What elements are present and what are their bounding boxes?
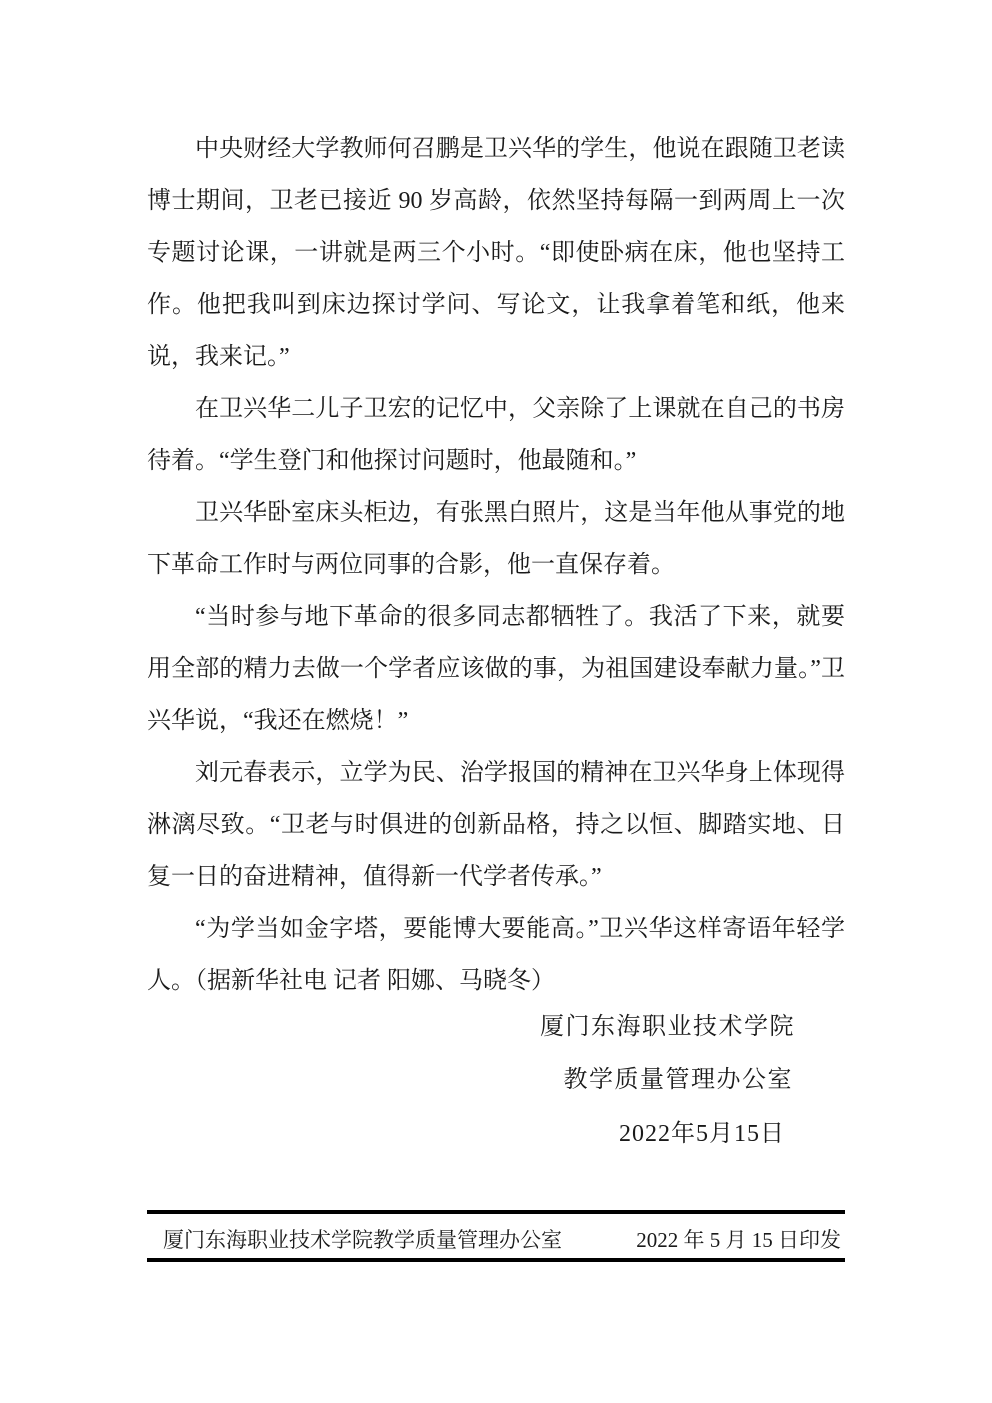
footer-print-date: 2022 年 5 月 15 日印发	[636, 1228, 841, 1252]
paragraph-6: “为学当如金字塔，要能博大要能高。”卫兴华这样寄语年轻学人。（据新华社电 记者 阳娜、马晓冬）	[147, 916, 845, 994]
paragraph-4: “当时参与地下革命的很多同志都牺牲了。我活了下来，就要用全部的精力去做一个学者应该做的事，为祖国建设奉献力量。”卫兴华说，“我还在燃烧！”	[147, 604, 845, 734]
signature-date: 2022年5月15日	[619, 1121, 785, 1147]
signature-organization: 厦门东海职业技术学院	[540, 1014, 795, 1040]
signature-office: 教学质量管理办公室	[563, 1067, 793, 1093]
footer-bottom-rule	[147, 1258, 845, 1262]
footer-top-rule	[147, 1210, 845, 1214]
paragraph-1: 中央财经大学教师何召鹏是卫兴华的学生，他说在跟随卫老读博士期间，卫老已接近 90 岁高龄，依然坚持每隔一到两周上一次专题讨论课，一讲就是两三个小时。“即使卧病在床，他也坚持工作。他把我叫到床边探讨学问、写论文，让我拿着笔和纸，他来说，我来记。”	[147, 136, 845, 370]
footer-issuer: 厦门东海职业技术学院教学质量管理办公室	[163, 1228, 562, 1252]
document-body	[147, 123, 845, 1007]
paragraph-2: 在卫兴华二儿子卫宏的记忆中，父亲除了上课就在自己的书房待着。“学生登门和他探讨问题时，他最随和。”	[147, 396, 845, 474]
paragraph-3: 卫兴华卧室床头柜边，有张黑白照片，这是当年他从事党的地下革命工作时与两位同事的合影，他一直保存着。	[147, 500, 845, 578]
paragraph-5: 刘元春表示，立学为民、治学报国的精神在卫兴华身上体现得淋漓尽致。“卫老与时俱进的创新品格，持之以恒、脚踏实地、日复一日的奋进精神，值得新一代学者传承。”	[147, 760, 845, 890]
footer-imprint	[147, 1220, 845, 1258]
